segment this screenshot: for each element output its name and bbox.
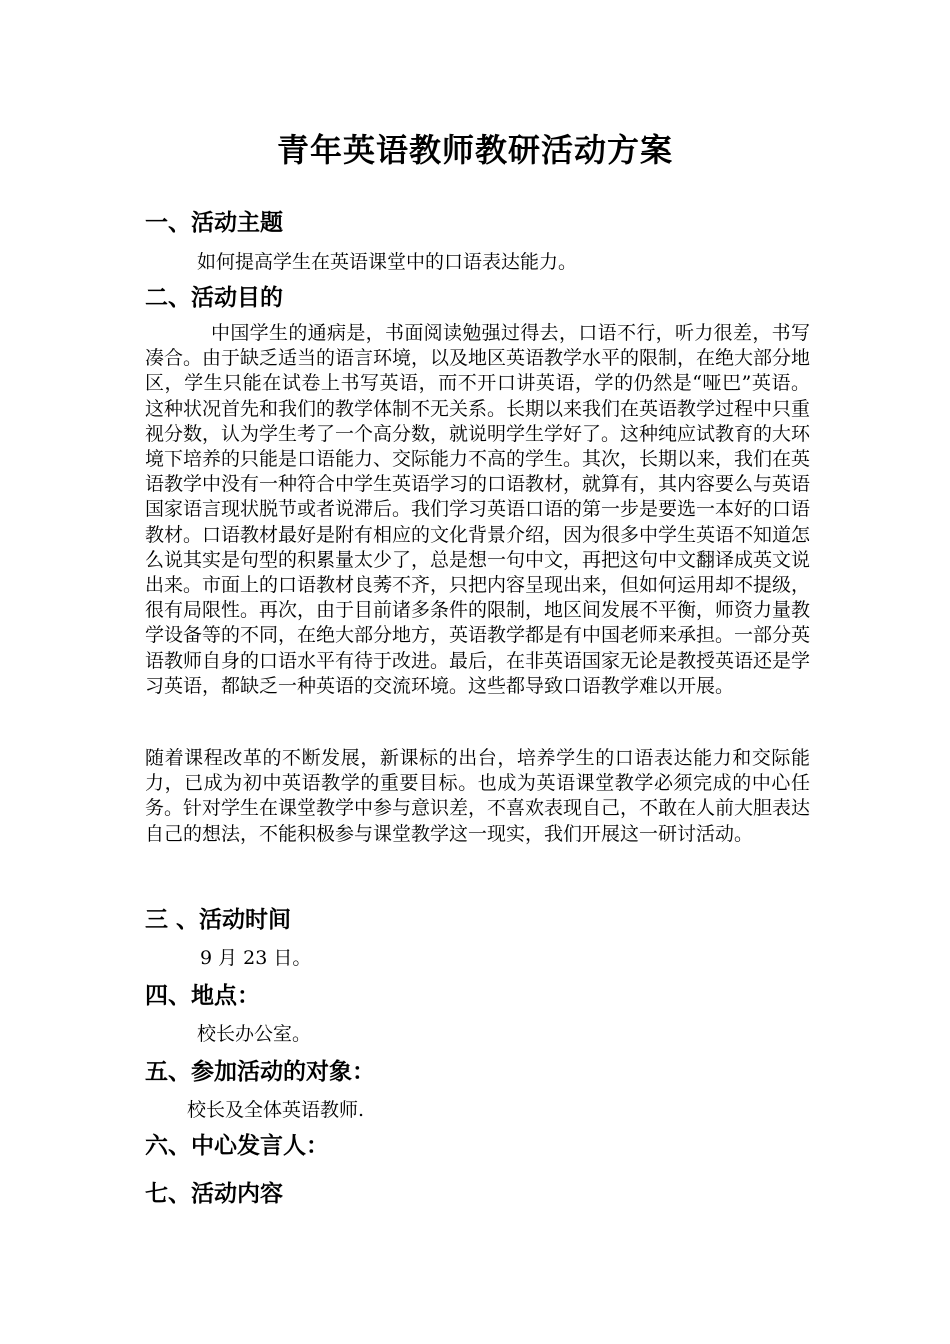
document-title: 青年英语教师教研活动方案 (276, 131, 673, 169)
purpose-paragraph-1: 中国学生的通病是，书面阅读勉强过得去，口语不行，听力很差，书写凑合。由于缺乏适当的语言环境，以及地区英语教学水平的限制，在绝大部分地区，学生只能在试卷上书写英语，而不开口讲英语，学的仍然是“哑巴”英语。这种状况首先和我们的教学体制不无关系。长期以来我们在英语教学过程中只重视分数，认为学生考了一个高分数，就说明学生学好了。这种纯应试教育的大环境下培养的只能是口语能力、交际能力不高的学生。其次，长期以来，我们在英语教学中没有一种符合中学生英语学习的口语教材，就算有，其内容要么与英语国家语言现状脱节或者说滞后。我们学习英语口语的第一步是要选一本好的口语教材。口语教材最好是附有相应的文化背景介绍，因为很多中学生英语不知道怎么说其实是句型的积累量太少了，总是想一句中文，再把这句中文翻译成英文说出来。市面上的口语教材良莠不齐，只把内容呈现出来，但如何运用却不提级，很有局限性。再次，由于目前诸多条件的限制，地区间发展不平衡，师资力量教学设备等的不同，在绝大部分地方，英语教学都是有中国老师来承担。一部分英语教师自身的口语水平有待于改进。最后，在非英语国家无论是教授英语还是学习英语，都缺乏一种英语的交流环境。这些都导致口语教学难以开展。 (145, 322, 811, 697)
section-heading-participants: 五、参加活动的对象： (145, 1059, 375, 1085)
section-heading-location: 四、地点： (145, 983, 260, 1009)
section-heading-speaker: 六、中心发言人： (145, 1133, 329, 1159)
section-heading-content: 七、活动内容 (145, 1181, 283, 1207)
section-heading-time: 三 、活动时间 (145, 907, 292, 933)
purpose-paragraph-2: 随着课程改革的不断发展，新课标的出台，培养学生的口语表达能力和交际能力，已成为初中英语教学的重要目标。也成为英语课堂教学必须完成的中心任务。针对学生在课堂教学中参与意识差，不喜欢表现自己，不敢在人前大胆表达自己的想法，不能积极参与课堂教学这一现实，我们开展这一研讨活动。 (145, 747, 811, 845)
section-content-time: 9 月 23 日。 (200, 947, 312, 969)
section-content-theme: 如何提高学生在英语课堂中的口语表达能力。 (197, 251, 578, 273)
section-heading-theme: 一、活动主题 (145, 210, 283, 236)
section-heading-purpose: 二、活动目的 (145, 285, 283, 311)
section-content-participants: 校长及全体英语教师. (187, 1099, 365, 1121)
section-content-location: 校长办公室。 (197, 1023, 312, 1045)
